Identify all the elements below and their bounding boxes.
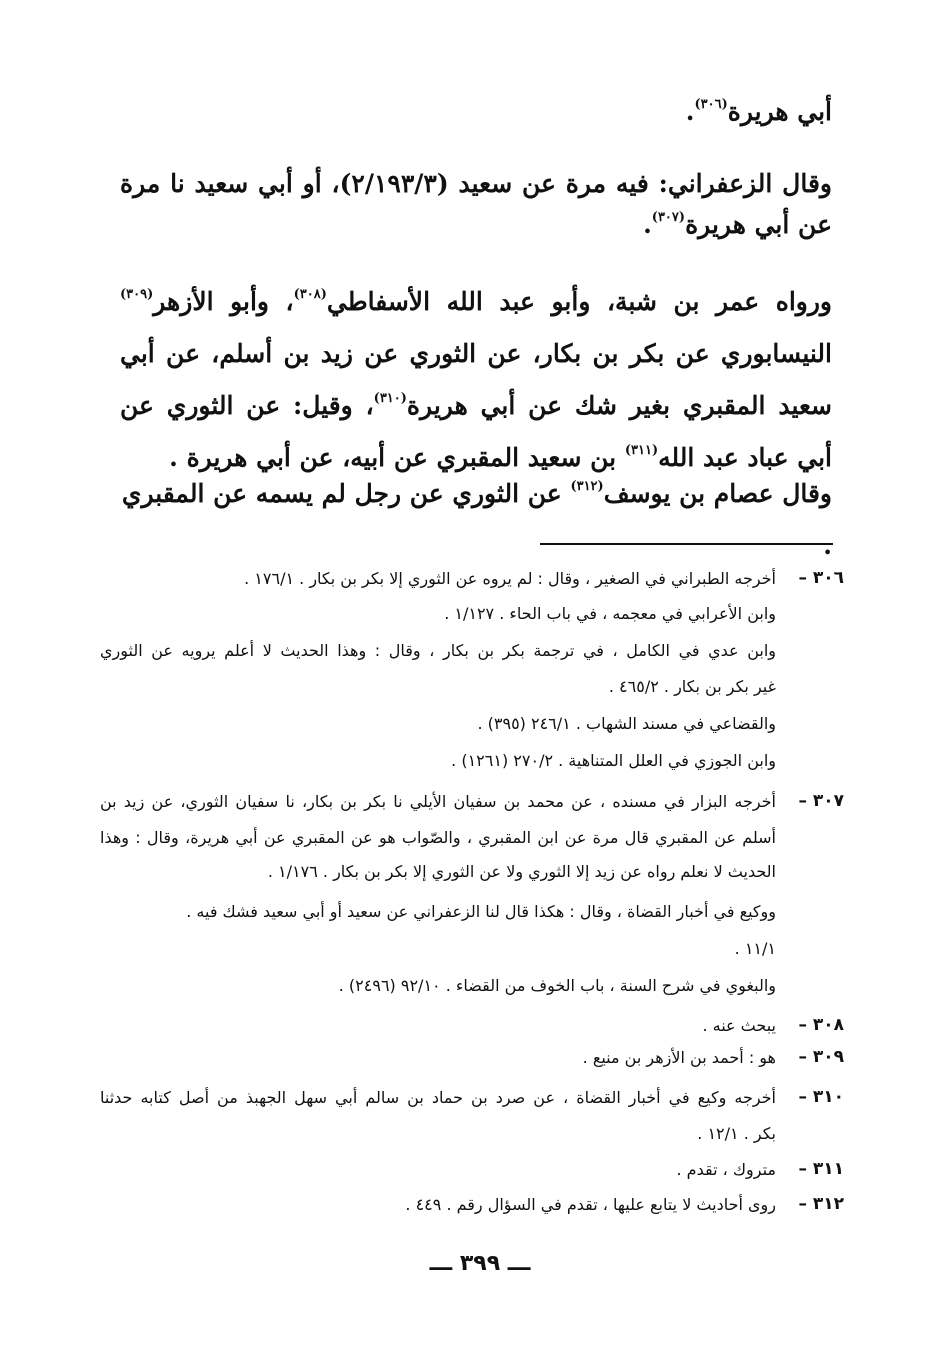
footnote-line: أخرجه الطبراني في الصغير ، وقال : لم يروه عن الثوري إلا بكر بن بكار . ١٧٦/١ .	[244, 569, 776, 588]
footnote-line: يبحث عنه .	[702, 1016, 776, 1035]
footnote-ref-308: (٣٠٨)	[293, 287, 327, 302]
p4-text-b: عن الثوري عن رجل لم يسمه عن المقبري .	[121, 479, 832, 560]
page-number: ـــ ٣٩٩ ـــ	[429, 1251, 531, 1276]
p1-end: .	[685, 97, 695, 126]
p3-text-a: ورواه عمر بن شبة، وأبو عبد الله الأسفاطي	[326, 287, 832, 316]
footnote-line: وابن عدي في الكامل ، في ترجمة بكر بن بكار ، وقال : وهذا الحديث لا أعلم يرويه عن الثوري	[100, 641, 776, 660]
footnote-line: ١١/١ .	[734, 939, 776, 958]
footnote-ref-309: (٣٠٩)	[120, 287, 154, 302]
p4-text-a: وقال عصام بن يوسف	[603, 479, 832, 508]
footnote-line: غير بكر بن بكار . ٤٦٥/٢ .	[608, 677, 776, 696]
main-paragraph-2	[120, 163, 832, 245]
p1-text: أبي هريرة	[727, 97, 832, 126]
main-paragraph-1	[120, 86, 832, 138]
footnote-number-307: ٣٠٧ –	[798, 791, 844, 811]
footnote-line: والقضاعي في مسند الشهاب . ٢٤٦/١ (٣٩٥) .	[477, 714, 776, 733]
p2-end: .	[643, 210, 652, 239]
footnote-line: والبغوي في شرح السنة ، باب الخوف من القضاء . ٩٢/١٠ (٢٤٩٦) .	[338, 976, 776, 995]
footnote-line: روى أحاديث لا يتابع عليها ، تقدم في السؤال رقم . ٤٤٩ .	[405, 1195, 776, 1214]
footnote-number-311: ٣١١ –	[798, 1159, 844, 1179]
footnote-line: الحديث لا نعلم رواه عن زيد إلا الثوري ولا عن الثوري إلا بكر بن بكار . ١/١٧٦ .	[267, 862, 776, 881]
footnote-ref-311: (٣١١)	[624, 443, 659, 458]
footnote-line: وابن الجوزي في العلل المتناهية . ٢٧٠/٢ (١٢٦١) .	[451, 751, 776, 770]
footnote-line: وابن الأعرابي في معجمه ، في باب الحاء . ١/١٢٧ .	[444, 604, 776, 623]
footnote-number-306: ٣٠٦ –	[798, 568, 844, 588]
p3-text-b: ، وأبو الأزهر	[153, 287, 294, 316]
footnote-line: أخرجه وكيع في أخبار القضاة ، عن صرد بن حماد بن سالم أبي سهل الجهبذ من أصل كتابه حدثنا	[100, 1088, 776, 1107]
footnote-line: ووكيع في أخبار القضاة ، وقال : هكذا قال لنا الزعفراني عن سعيد أو أبي سعيد فشك فيه .	[186, 902, 776, 921]
main-paragraph-4	[120, 468, 832, 572]
footnote-ref-312: (٣١٢)	[570, 479, 604, 494]
footnote-line: بكر . ١٢/١ .	[697, 1124, 776, 1143]
footnote-number-310: ٣١٠ –	[798, 1087, 844, 1107]
footnote-ref-310: (٣١٠)	[373, 391, 407, 406]
p3-text-c: النيسابوري عن بكر بن بكار، عن الثوري عن زيد بن أسلم، عن أبي سعيد المقبري بغير شك عن أبي هريرة	[120, 339, 832, 420]
footnote-separator	[540, 543, 833, 545]
footnote-ref-307: (٣٠٧)	[651, 210, 686, 225]
main-paragraph-3	[120, 276, 832, 484]
footnote-number-308: ٣٠٨ –	[798, 1015, 844, 1035]
footnote-number-312: ٣١٢ –	[798, 1194, 844, 1214]
p3-text-e: بن سعيد المقبري عن أبيه، عن أبي هريرة .	[169, 443, 617, 472]
p3-text-d: ، وقيل: عن الثوري عن أبي عباد عبد الله	[120, 391, 832, 472]
footnote-line: متروك ، تقدم .	[676, 1160, 776, 1179]
footnote-number-309: ٣٠٩ –	[798, 1047, 844, 1067]
footnote-line: أخرجه البزار في مسنده ، عن محمد بن سفيان الأيلي نا بكر بن بكار، نا سفيان الثوري، عن زيد بن	[100, 792, 776, 811]
footnote-ref-306: (٣٠٦)	[694, 97, 728, 112]
p2-text: وقال الزعفراني: فيه مرة عن سعيد (٢/١٩٣/٣)، أو أبي سعيد نا مرة عن أبي هريرة	[120, 169, 832, 239]
footnote-line: هو : أحمد بن الأزهر بن منيع .	[582, 1048, 776, 1067]
footnote-line: أسلم عن المقبري قال مرة عن ابن المقبري ، والصّواب هو عن المقبري عن أبي هريرة، وقال : وهذا	[100, 828, 776, 847]
